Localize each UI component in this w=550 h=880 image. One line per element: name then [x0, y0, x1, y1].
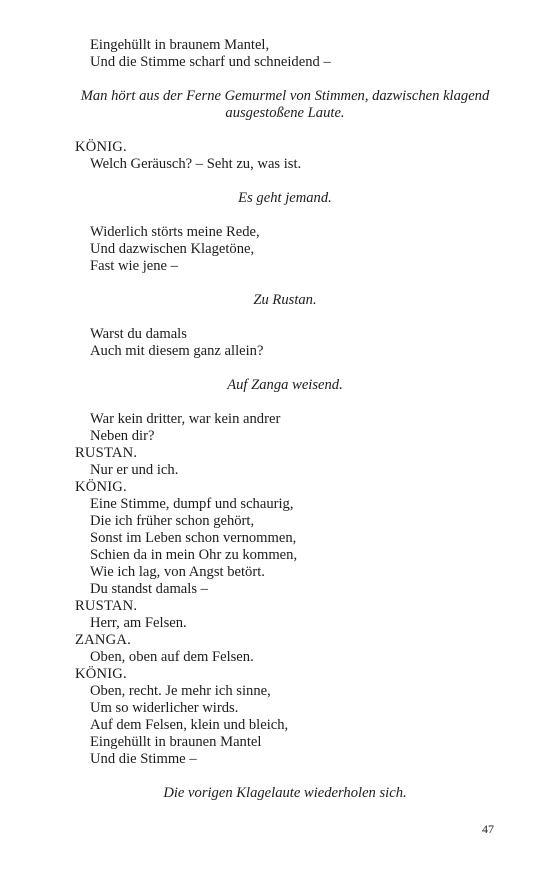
speaker-name: KÖNIG.	[75, 479, 127, 495]
verse-line: Du standst damals –	[90, 581, 208, 597]
verse-line: Herr, am Felsen.	[90, 615, 187, 631]
verse-line: Oben, recht. Je mehr ich sinne,	[90, 683, 271, 699]
speaker-name: ZANGA.	[75, 632, 131, 648]
verse-line: Auch mit diesem ganz allein?	[90, 343, 264, 359]
page-number: 47	[482, 822, 494, 836]
verse-line: Welch Geräusch? – Seht zu, was ist.	[90, 156, 302, 172]
stage-direction: Auf Zanga weisend.	[227, 377, 343, 393]
stage-direction: Es geht jemand.	[238, 190, 332, 206]
verse-line: Auf dem Felsen, klein und bleich,	[90, 717, 289, 733]
verse-line: Eine Stimme, dumpf und schaurig,	[90, 496, 294, 512]
spacer	[75, 275, 495, 292]
verse-line: Warst du damals	[90, 326, 187, 342]
spacer	[75, 71, 495, 88]
spacer	[75, 122, 495, 139]
verse-line: Schien da in mein Ohr zu kommen,	[90, 547, 298, 563]
verse-line: Neben dir?	[90, 428, 155, 444]
spacer	[75, 768, 495, 785]
verse-line: Die ich früher schon gehört,	[90, 513, 255, 529]
verse-line: Nur er und ich.	[90, 462, 179, 478]
stage-direction: Man hört aus der Ferne Gemurmel von Stimmen, dazwischen klagend ausgestoßene Laute.	[80, 88, 490, 121]
verse-line: Oben, oben auf dem Felsen.	[90, 649, 254, 665]
stage-direction: Zu Rustan.	[253, 292, 317, 308]
verse-line: Eingehüllt in braunem Mantel,	[90, 37, 270, 53]
play-text	[75, 37, 495, 802]
verse-line: Und die Stimme –	[90, 751, 197, 767]
verse-line: War kein dritter, war kein andrer	[90, 411, 281, 427]
verse-line: Eingehüllt in braunen Mantel	[90, 734, 262, 750]
verse-line: Sonst im Leben schon vernommen,	[90, 530, 297, 546]
spacer	[75, 394, 495, 411]
spacer	[75, 207, 495, 224]
speaker-name: KÖNIG.	[75, 666, 127, 682]
spacer	[75, 309, 495, 326]
speaker-name: RUSTAN.	[75, 445, 138, 461]
speaker-name: RUSTAN.	[75, 598, 138, 614]
spacer	[75, 360, 495, 377]
stage-direction: Die vorigen Klagelaute wiederholen sich.	[163, 785, 407, 801]
verse-line: Fast wie jene –	[90, 258, 178, 274]
verse-line: Und die Stimme scharf und schneidend –	[90, 54, 331, 70]
verse-line: Wie ich lag, von Angst betört.	[90, 564, 265, 580]
spacer	[75, 173, 495, 190]
verse-line: Und dazwischen Klagetöne,	[90, 241, 255, 257]
verse-line: Widerlich störts meine Rede,	[90, 224, 260, 240]
verse-line: Um so widerlicher wirds.	[90, 700, 239, 716]
speaker-name: KÖNIG.	[75, 139, 127, 155]
